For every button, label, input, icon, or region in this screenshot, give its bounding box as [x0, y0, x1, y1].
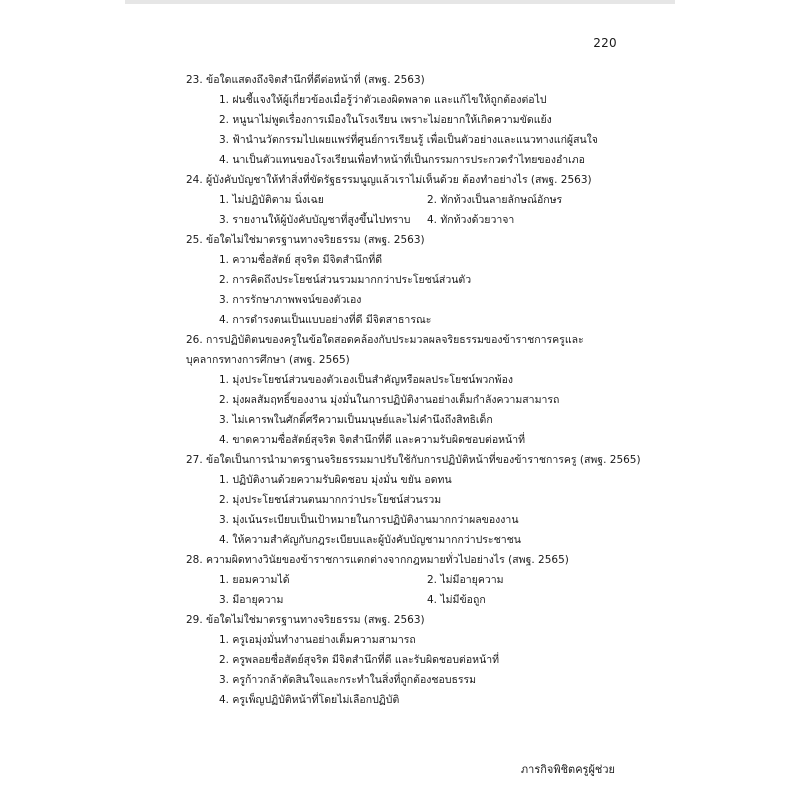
q29-option-4: 4. ครูเพ็ญปฏิบัติหน้าที่โดยไม่เลือกปฏิบัติ: [219, 694, 400, 706]
q29-option-3: 3. ครูก้าวกล้าตัดสินใจและกระทำในสิ่งที่ถูกต้องชอบธรรม: [219, 674, 477, 686]
q27-option-2: 2. มุ่งประโยชน์ส่วนตนมากกว่าประโยชน์ส่วนรวม: [219, 494, 442, 506]
q27-option-3: 3. มุ่งเน้นระเบียบเป็นเป้าหมายในการปฏิบัติงานมากกว่าผลของงาน: [219, 514, 519, 526]
q25-option-2: 2. การคิดถึงประโยชน์ส่วนรวมมากกว่าประโยชน์ส่วนตัว: [219, 274, 472, 286]
q26-option-2: 2. มุ่งผลสัมฤทธิ์ของงาน มุ่งมั่นในการปฏิบัติงานอย่างเต็มกำลังความสามารถ: [219, 394, 560, 406]
question-27: 27. ข้อใดเป็นการนำมาตรฐานจริยธรรมมาปรับใช้กับการปฏิบัติหน้าที่ของข้าราชการครู (สพฐ. 2565): [186, 454, 641, 466]
q27-option-4: 4. ให้ความสำคัญกับกฎระเบียบและผู้บังคับบัญชามากกว่าประชาชน: [219, 534, 521, 546]
question-24: 24. ผู้บังคับบัญชาให้ทำสิ่งที่ขัดรัฐธรรมนูญแล้วเราไม่เห็นด้วย ต้องทำอย่างไร (สพฐ. 2563): [186, 174, 592, 186]
q25-option-1: 1. ความซื่อสัตย์ สุจริต มีจิตสำนึกที่ดี: [219, 254, 383, 266]
q23-option-2: 2. หนูนาไม่พูดเรื่องการเมืองในโรงเรียน เพราะไม่อยากให้เกิดความขัดแย้ง: [219, 114, 552, 126]
q24-option-4: 4. ทักท้วงด้วยวาจา: [427, 214, 515, 226]
page-footer: ภารกิจพิชิตครูผู้ช่วย: [520, 763, 615, 776]
q29-option-2: 2. ครูพลอยซื่อสัตย์สุจริต มีจิตสำนึกที่ดี และรับผิดชอบต่อหน้าที่: [219, 654, 500, 666]
top-divider: [125, 0, 675, 4]
q23-option-4: 4. นาเป็นตัวแทนของโรงเรียนเพื่อทำหน้าที่เป็นกรรมการประกวดรำไทยของอำเภอ: [219, 154, 585, 166]
q23-option-3: 3. ฟ้านำนวัตกรรมไปเผยแพร่ที่ศูนย์การเรียนรู้ เพื่อเป็นตัวอย่างและแนวทางแก่ผู้สนใจ: [219, 134, 598, 146]
q28-options-row-2: [186, 590, 616, 610]
q28-option-4: 4. ไม่มีข้อถูก: [427, 594, 486, 606]
question-28: 28. ความผิดทางวินัยของข้าราชการแตกต่างจากกฎหมายทั่วไปอย่างไร (สพฐ. 2565): [186, 554, 569, 566]
q26-option-1: 1. มุ่งประโยชน์ส่วนของตัวเองเป็นสำคัญหรือผลประโยชน์พวกพ้อง: [219, 374, 514, 386]
q24-option-1: 1. ไม่ปฏิบัติตาม นิ่งเฉย: [219, 194, 324, 206]
q28-options-row-1: [186, 570, 616, 590]
q29-option-1: 1. ครูเอมุ่งมั่นทำงานอย่างเต็มความสามารถ: [219, 634, 416, 646]
page-number: 220: [593, 36, 617, 50]
q28-option-1: 1. ยอมความได้: [219, 574, 290, 586]
q26-option-3: 3. ไม่เคารพในศักดิ์ศรีความเป็นมนุษย์และไม่คำนึงถึงสิทธิเด็ก: [219, 414, 493, 426]
q25-option-3: 3. การรักษาภาพพจน์ของตัวเอง: [219, 294, 362, 306]
q24-options-row-1: [186, 190, 616, 210]
q25-option-4: 4. การดำรงตนเป็นแบบอย่างที่ดี มีจิตสาธารณะ: [219, 314, 432, 326]
q23-option-1: 1. ฝนชี้แจงให้ผู้เกี่ยวข้องเมื่อรู้ว่าตัวเองผิดพลาด และแก้ไขให้ถูกต้องต่อไป: [219, 94, 547, 106]
question-26: 26. การปฏิบัติตนของครูในข้อใดสอดคล้องกับประมวลผลจริยธรรมของข้าราชการครูและบุคลากรทางการศึกษา (สพฐ. 2565): [186, 334, 584, 366]
q27-option-1: 1. ปฏิบัติงานด้วยความรับผิดชอบ มุ่งมั่น ขยัน อดทน: [219, 474, 452, 486]
q28-option-2: 2. ไม่มีอายุความ: [427, 574, 504, 586]
q28-option-3: 3. มีอายุความ: [219, 594, 284, 606]
question-23: 23. ข้อใดแสดงถึงจิตสำนึกที่ดีต่อหน้าที่ (สพฐ. 2563): [186, 74, 425, 86]
q24-option-2: 2. ทักท้วงเป็นลายลักษณ์อักษร: [427, 194, 563, 206]
question-list: [186, 70, 641, 710]
q24-options-row-2: [186, 210, 616, 230]
q24-option-3: 3. รายงานให้ผู้บังคับบัญชาที่สูงขึ้นไปทราบ: [219, 214, 411, 226]
question-25: 25. ข้อใดไม่ใช่มาตรฐานทางจริยธรรม (สพฐ. 2563): [186, 234, 425, 246]
q26-option-4: 4. ขาดความซื่อสัตย์สุจริต จิตสำนึกที่ดี และความรับผิดชอบต่อหน้าที่: [219, 434, 526, 446]
question-29: 29. ข้อใดไม่ใช่มาตรฐานทางจริยธรรม (สพฐ. 2563): [186, 614, 425, 626]
